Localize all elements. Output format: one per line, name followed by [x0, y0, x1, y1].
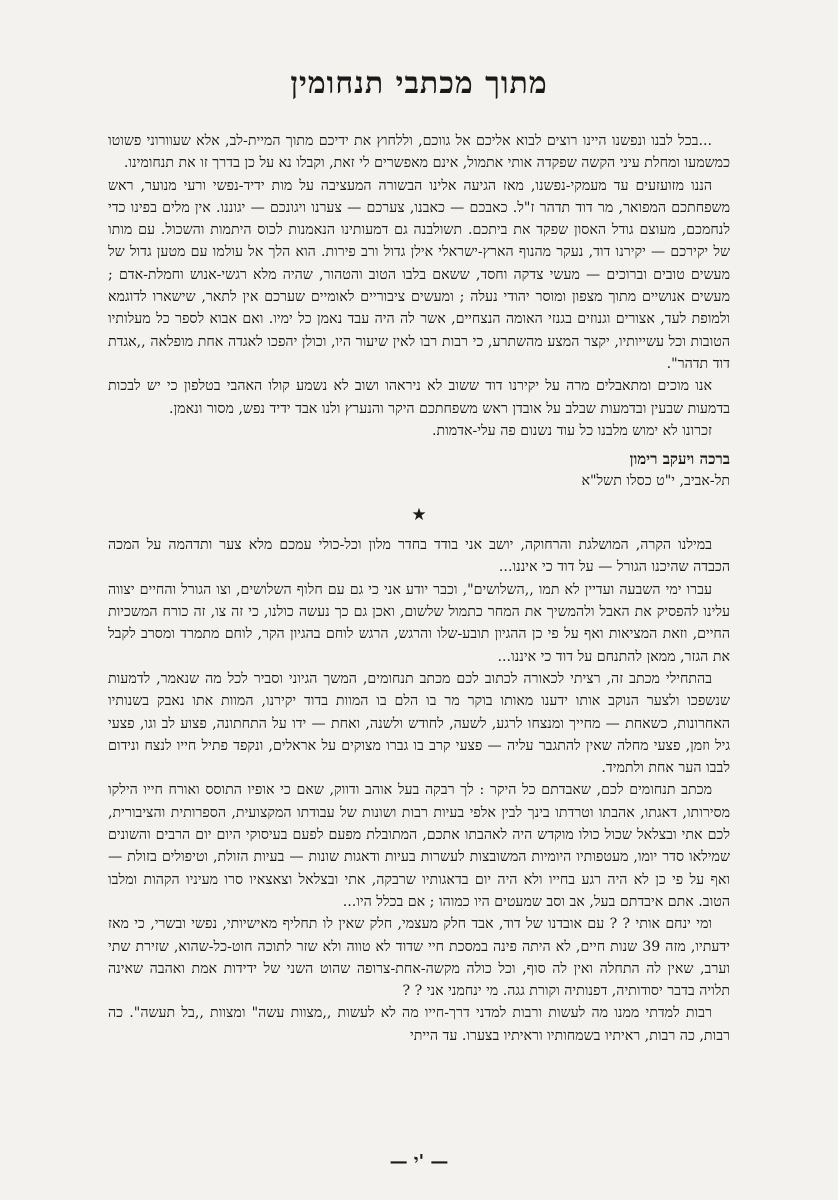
- letter-paragraph: ומי ינחם אותי ? ? עם אובדנו של דוד, אבד חלק מעצמי, חלק שאין לו תחליף מאישיותי, נפשי ובשרי, כי מאז ידעתיו, מזה 39 שנות חיים, לא היתה פינה במסכת חיי שדוד לא טווה ולא שזר לתוכה חוט-כל-שהוא, שזירת שתי וערב, שאין לה התחלה ואין לה סוף, וכל כולה מקשה-אחת-צרופה שהוט השני של ידידות אמת ואהבה שאינה תלויה בדבר יסודותיה, דפנותיה וקורת גגה. מי ינחמני אני ? ?: [108, 916, 730, 1000]
- letter-paragraph: מכתב תנחומים לכם, שאבדתם כל היקר : לך רבקה בעל אוהב ודווק, שאם כי אופיו התוסס ואורח חייו הילקו מסירותו, דאגתו, אהבתו וטרדתו בינך לבין אלפי בעיות רבות ושונות של עבודתו המקצועית, הספרותית והציבורית, לכם אתי ובצלאל שכול כולו מוקדש היה לאהבתו אתכם, המתובלת מפעם לפעם בעיסוקי היום יום הרבים והשונים שמילאו סדר יומו, מעטפותיו היומיות המשובצות לעשרות בעיות ודאגות שונות — בעיות הזולת, וטיפולים בזולת — ואף על פי כן לא היה רגע בחייו ולא היה יום בדאגותיו שרבקה, אתי ובצלאל וצאצאיו סרו מעיניו הקהות ומלבו הטוב. אתם איבדתם בעל, אב וסב שמעטים היו כמוהו ; אם בכלל היו...: [108, 782, 730, 910]
- signature: ברכה ויעקב רימון: [629, 450, 730, 469]
- document-page: [108, 62, 730, 1172]
- letter-milan: [108, 534, 730, 1047]
- letter-paragraph: בהתחילי מכתב זה, רציתי לכאורה לכתוב לכם מכתב תנחומים, המשך הגיוני וסביר לכל מה שנאמר, לדמעות שנשפכו ולצער הנוקב אותו ידענו מאותו בוקר מר בו הלם בו המוות בדוד יקירנו, המוות אתו נאבק בשנותיו האחרונות, כשאחת — מחייך ומנצחו לרגע, לשעה, לחודש ולשנה, ואחת — ידו על התחתונה, פצוע לב וגו, פצעי גיל וזמן, פצעי מחלה שאין להתגבר עליה — פצעי קרב בו גברו מצוקים על אראלים, ונקפד פתיל חייו לנצח ונידום לבבו הער אחת ולתמיד.: [108, 670, 730, 777]
- star-separator-icon: ★: [411, 505, 427, 526]
- letter-paragraph: רבות למדתי ממנו מה לעשות ורבות למדני דרך-חייו מה לא לעשות ,,מצוות עשה" ומצוות ,,בל תעשה". כה רבות, כה רבות, ראיתיו בשמחותיו וראיתיו בצערו. עד הייתי: [108, 1005, 730, 1044]
- letter-paragraph: במילנו הקרה, המושלגת והרחוקה, יושב אני בודד בחדר מלון וכל-כולי עמכם מלא צער ותדהמה על המכה הכבדה שהיכנו הגורל — על דוד כי איננו...: [108, 537, 730, 576]
- letter-paragraph: הננו מזועזעים עד מעמקי-נפשנו, מאז הגיעה אלינו הבשורה המעציבה על מות ידיד-נפשי ורעי מנוער, ראש משפחתכם המפואר, מר דוד תדהר ז"ל. כאבכם — כאבנו, צערכם — צערנו ויגונכם — יגוננו. אין מלים בפינו כדי לנחמכם, מעוצם גודל האסון שפקד את ביתכם. תשולבנה גם דמעותינו הנאמנות לכוס היתמות והשכול. עם מותו של יקירכם — יקירנו דוד, נעקר מהנוף הארץ-ישראלי אילן גדול ורב פירות. הוא הלך אל עולמו עם מטען גדול של מעשים טובים וברוכים — מעשי צדקה וחסד, ששאם בלבו הטוב והטהור, שהיה מלא רגשי-אנוש וחמלת-אדם ; מעשים אנושיים מתוך מצפון ומוסר יהודי נעלה ; ומעשים ציבוריים לאומיים שערכם אין לתאר, שישארו לדוגמא ולמופת לעד, אצורים וגנוזים בגנזי האומה הנצחיים, אשר לה היה עבד נאמן כל ימיו. ואם אבוא לספר כל מעלותיו הטובות וכל עשייותיו, יקצר המצע מהשתרע, כי רבות רבו לאין שיעור היו, וכולן יהפכו לאגדה אחת מופלאה ,,אגדת דוד תדהר".: [108, 177, 730, 372]
- letter-paragraph: זכרונו לא ימוש מלבנו כל עוד נשנום פה עלי-אדמות.: [431, 422, 712, 439]
- letter-paragraph: ...בכל לבנו ונפשנו היינו רוצים לבוא אליכם אל גווכם, וללחוץ את ידיכם מתוך המיית-לב, אלא שעוורוני פשוטו כמשמעו ומחלת עיני הקשה שפקדה אותי אתמול, אינם מאפשרים לי זאת, וקבלו נא על כן בדרך זו את תנחומינו.: [108, 133, 730, 172]
- page-title: מתוך מכתבי תנחומין: [290, 66, 548, 101]
- letter-paragraph: עברו ימי השבעה ועדיין לא תמו ,,השלושים", וכבר יודע אני כי גם עם חלוף השלושים, וצו הגורל והחיים יצווה עלינו להפסיק את האבל ולהמשיך את המחר כתמול שלשום, ואכן גם כך נעשה כולנו, כי זה צו, זה כורח המשכיות החיים, וזאת המציאות ואף על פי כן ההגיון תובע-שלו והרגש, הרגש לוחם בהגיון הקר, לוחם מתמרד ומסרב לקבל את הגזר, ממאן להתנחם על דוד כי איננו...: [108, 581, 730, 665]
- letter-rimon: [108, 130, 730, 492]
- letter-paragraph: אנו מוכים ומתאבלים מרה על יקירנו דוד ששוב לא ניראהו ושוב לא נשמע קולו האהבי בטלפון כי יש לבכות בדמעות שבעין ובדמעות שבלב על אובדן ראש משפחתכם היקר והנערץ ולנו אבד ידיד נפש, מסור ונאמן.: [108, 378, 730, 417]
- page-number: — י' —: [389, 1151, 449, 1172]
- dateline: תל-אביב, י"ט כסלו תשל"א: [581, 473, 730, 490]
